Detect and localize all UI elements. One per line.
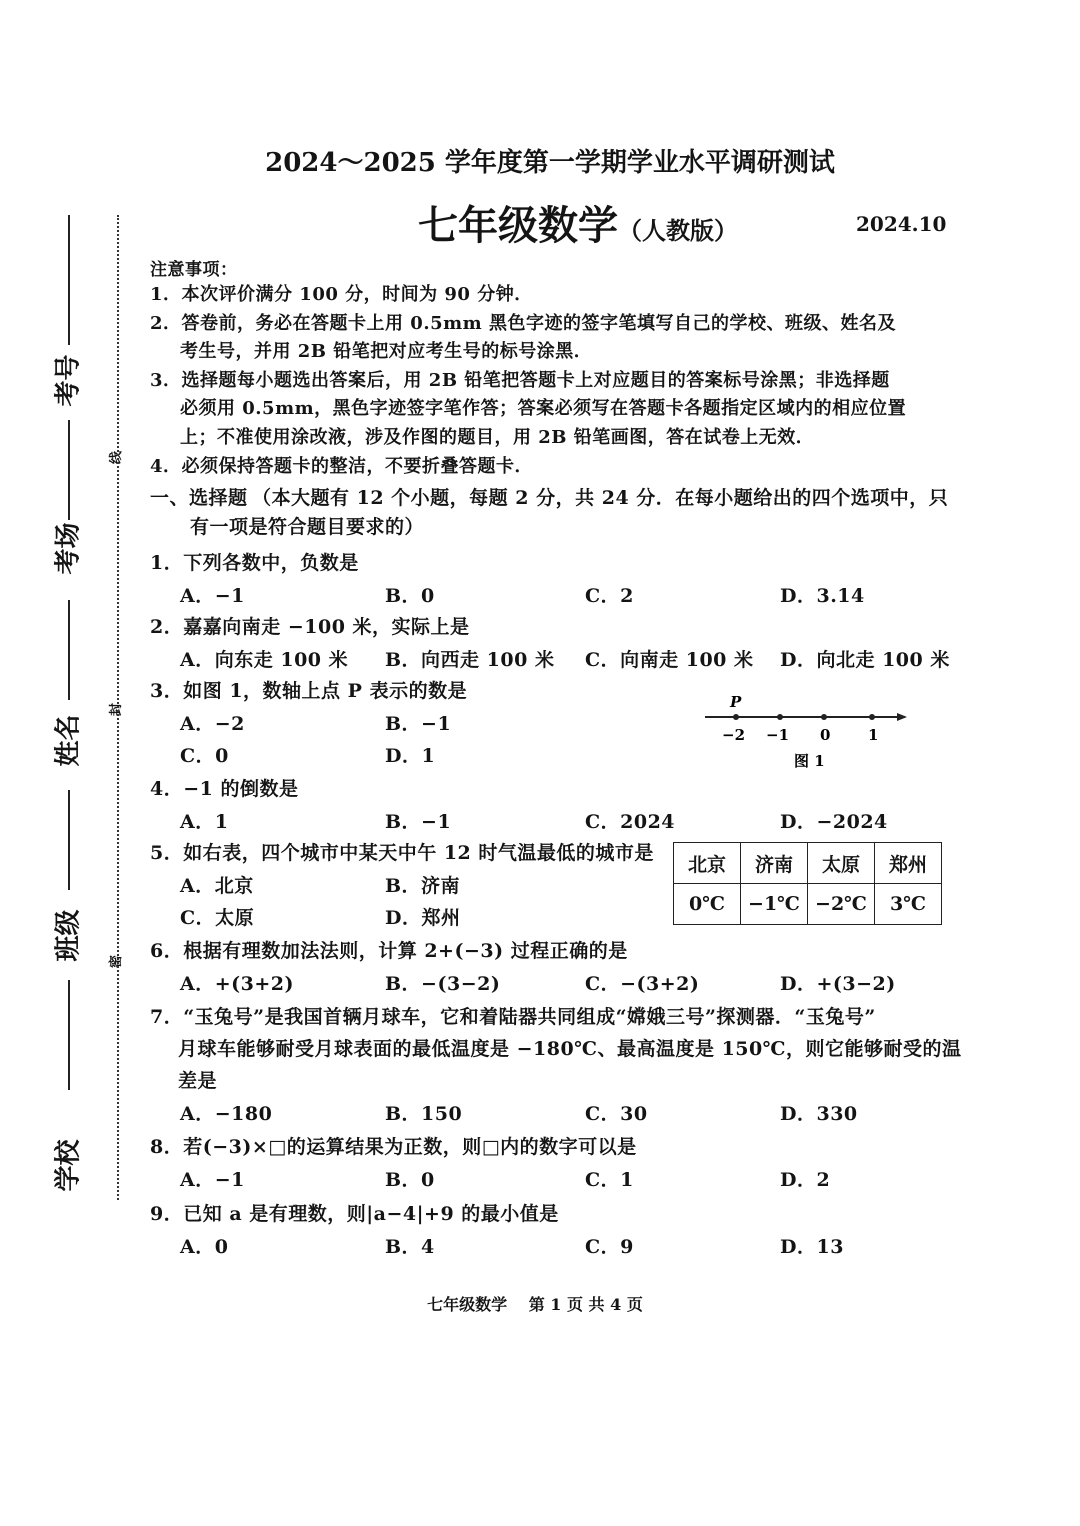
answer-option[interactable]: D．3.14 <box>780 585 865 607</box>
section-title: 一、选择题 <box>150 487 248 509</box>
table-cell: 0℃ <box>674 884 741 925</box>
question-stem: 差是 <box>178 1070 218 1092</box>
fill-in-line[interactable] <box>68 790 70 890</box>
question-stem: 6．根据有理数加法法则，计算 2+(−3) 过程正确的是 <box>150 940 628 962</box>
answer-option[interactable]: C．30 <box>585 1103 648 1125</box>
answer-option[interactable]: B．−1 <box>385 713 452 735</box>
question-stem: 8．若(−3)×□的运算结果为正数，则□内的数字可以是 <box>150 1136 637 1158</box>
answer-option[interactable]: D．13 <box>780 1236 844 1258</box>
answer-option[interactable]: A．+(3+2) <box>180 973 295 995</box>
figure-1-number-line <box>700 690 915 780</box>
subject: 七年级数学 <box>418 202 618 249</box>
question-stem: 1．下列各数中，负数是 <box>150 552 359 574</box>
answer-option[interactable]: B．150 <box>385 1103 463 1125</box>
answer-option[interactable]: C．太原 <box>180 907 255 929</box>
answer-option[interactable]: C．2 <box>585 585 634 607</box>
table-cell: 北京 <box>674 843 741 884</box>
page-footer: 七年级数学 第 1 页 共 4 页 <box>427 1295 643 1314</box>
answer-option[interactable]: A．0 <box>180 1236 229 1258</box>
answer-option[interactable]: C．9 <box>585 1236 634 1258</box>
question-stem: 3．如图 1，数轴上点 P 表示的数是 <box>150 680 468 702</box>
tick-point <box>777 714 783 720</box>
seal-mark: 封 <box>105 703 124 716</box>
seal-mark: 线 <box>105 451 124 464</box>
margin-label: 班级 <box>53 909 84 962</box>
point-p <box>733 714 739 720</box>
note-line: 考生号，并用 2B 铅笔把对应考生号的标号涂黑． <box>180 341 593 362</box>
answer-option[interactable]: D．2 <box>780 1169 831 1191</box>
arrow-icon <box>897 713 907 721</box>
fill-in-line[interactable] <box>68 420 70 520</box>
answer-option[interactable]: A．−2 <box>180 713 245 735</box>
answer-option[interactable]: A．−1 <box>180 1169 245 1191</box>
fill-in-line[interactable] <box>68 600 70 700</box>
seal-mark: 密 <box>105 955 124 968</box>
edition: （人教版） <box>618 216 738 245</box>
answer-option[interactable]: D．向北走 100 米 <box>780 649 950 671</box>
section-desc: 有一项是符合题目要求的） <box>190 516 425 538</box>
note-line: 4．必须保持答题卡的整洁，不要折叠答题卡． <box>150 456 534 477</box>
answer-option[interactable]: C．2024 <box>585 811 676 833</box>
tick-label: 0 <box>820 726 831 744</box>
margin-label: 考号 <box>53 354 84 407</box>
answer-option[interactable]: C．−(3+2) <box>585 973 700 995</box>
temperature-table <box>673 842 942 925</box>
table-cell: 太原 <box>808 843 875 884</box>
answer-option[interactable]: B．4 <box>385 1236 435 1258</box>
margin-label: 学校 <box>53 1139 84 1192</box>
answer-option[interactable]: D．1 <box>385 745 436 767</box>
answer-option[interactable]: A．−180 <box>180 1103 273 1125</box>
figure-caption: 图 1 <box>794 752 825 770</box>
table-row <box>674 843 942 884</box>
answer-option[interactable]: B．−(3−2) <box>385 973 501 995</box>
answer-option[interactable]: A．−1 <box>180 585 245 607</box>
exam-title: 2024～2025 学年度第一学期学业水平调研测试 <box>265 148 835 178</box>
answer-option[interactable]: D．330 <box>780 1103 858 1125</box>
question-stem: 7．“玉兔号”是我国首辆月球车，它和着陆器共同组成“嫦娥三号”探测器．“玉兔号” <box>150 1006 876 1028</box>
tick-label: −2 <box>722 726 746 744</box>
question-stem: 9．已知 a 是有理数，则|a−4|+9 的最小值是 <box>150 1203 559 1225</box>
section-desc: （本大题有 12 个小题，每题 2 分，共 24 分．在每小题给出的四个选项中，只 <box>252 487 949 509</box>
note-line: 必须用 0.5mm，黑色字迹签字笔作答；答案必须写在答题卡各题指定区域内的相应位置 <box>180 398 907 419</box>
question-stem: 月球车能够耐受月球表面的最低温度是 −180℃、最高温度是 150℃，则它能够耐受的温 <box>178 1038 962 1060</box>
margin-label: 考场 <box>53 522 84 575</box>
tick-label: 1 <box>868 726 879 744</box>
answer-option[interactable]: D．−2024 <box>780 811 888 833</box>
exam-date: 2024.10 <box>856 212 947 236</box>
answer-option[interactable]: A．北京 <box>180 875 254 897</box>
question-stem: 4．−1 的倒数是 <box>150 778 299 800</box>
table-cell: 3℃ <box>875 884 942 925</box>
point-label: P <box>730 693 742 711</box>
answer-option[interactable]: D．郑州 <box>385 907 461 929</box>
answer-option[interactable]: B．0 <box>385 585 435 607</box>
answer-option[interactable]: C．向南走 100 米 <box>585 649 754 671</box>
answer-option[interactable]: A．向东走 100 米 <box>180 649 349 671</box>
answer-option[interactable]: C．1 <box>585 1169 634 1191</box>
fill-in-line[interactable] <box>68 215 70 345</box>
question-stem: 2．嘉嘉向南走 −100 米，实际上是 <box>150 616 470 638</box>
seal-dotted-line <box>117 215 119 1200</box>
question-stem: 5．如右表，四个城市中某天中午 12 时气温最低的城市是 <box>150 842 654 864</box>
answer-option[interactable]: B．−1 <box>385 811 452 833</box>
answer-option[interactable]: B．向西走 100 米 <box>385 649 555 671</box>
note-line: 2．答卷前，务必在答题卡上用 0.5mm 黑色字迹的签字笔填写自己的学校、班级、姓名及 <box>150 313 896 334</box>
answer-option[interactable]: D．+(3−2) <box>780 973 896 995</box>
margin-label: 姓名 <box>53 714 84 767</box>
note-line: 3．选择题每小题选出答案后，用 2B 铅笔把答题卡上对应题目的答案标号涂黑；非选择题 <box>150 370 890 391</box>
subject-title <box>418 194 738 251</box>
table-row <box>674 884 942 925</box>
table-cell: 郑州 <box>875 843 942 884</box>
table-cell: −1℃ <box>741 884 808 925</box>
tick-point <box>821 714 827 720</box>
tick-label: −1 <box>766 726 790 744</box>
table-cell: −2℃ <box>808 884 875 925</box>
note-line: 上；不准使用涂改液，涉及作图的题目，用 2B 铅笔画图，答在试卷上无效． <box>180 427 815 448</box>
note-line: 1．本次评价满分 100 分，时间为 90 分钟． <box>150 284 533 305</box>
fill-in-line[interactable] <box>68 980 70 1090</box>
answer-option[interactable]: B．济南 <box>385 875 461 897</box>
table-cell: 济南 <box>741 843 808 884</box>
notes-heading: 注意事项： <box>150 260 238 280</box>
answer-option[interactable]: A．1 <box>180 811 229 833</box>
tick-point <box>869 714 875 720</box>
answer-option[interactable]: B．0 <box>385 1169 435 1191</box>
answer-option[interactable]: C．0 <box>180 745 229 767</box>
